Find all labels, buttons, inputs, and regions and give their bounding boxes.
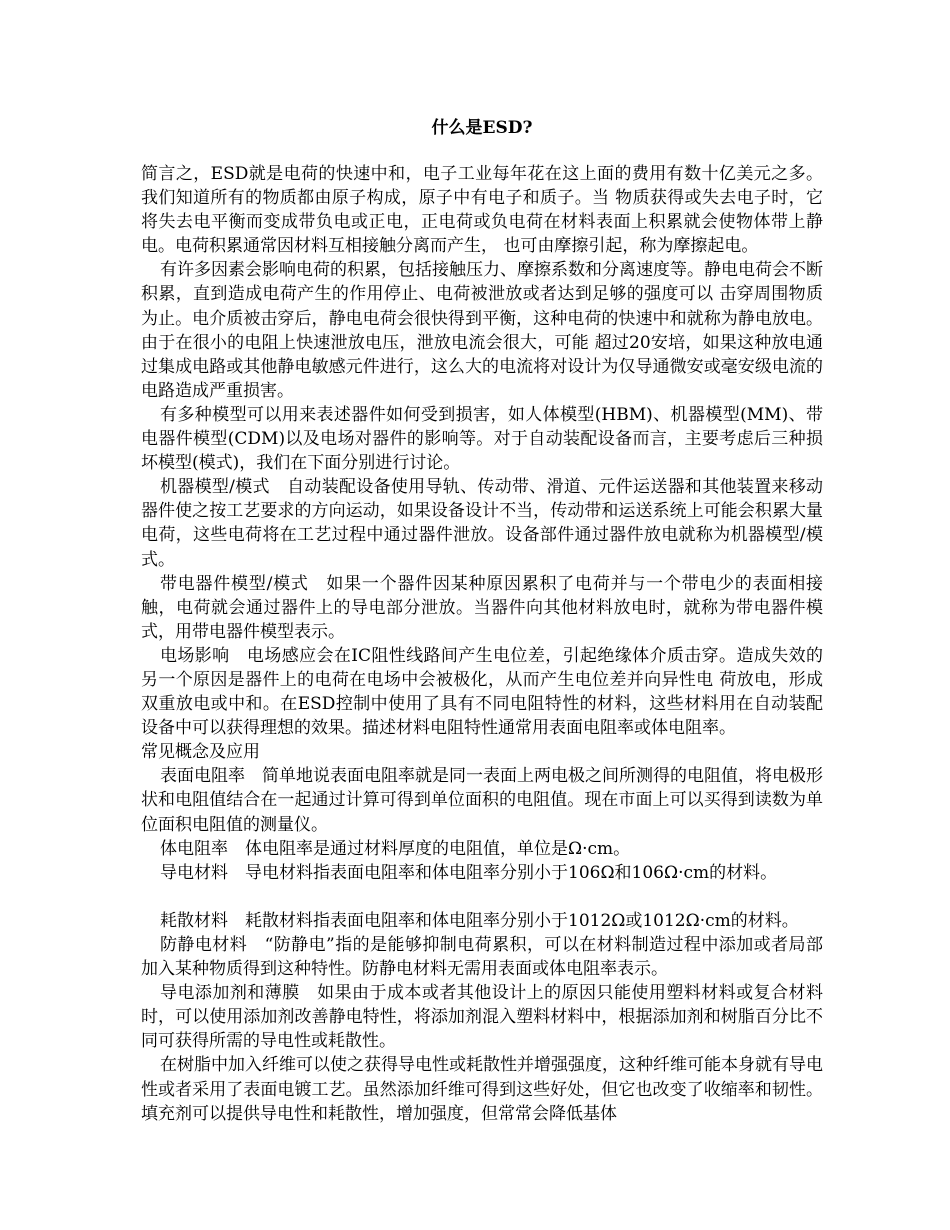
paragraph-additives-films: 导电添加剂和薄膜 如果由于成本或者其他设计上的原因只能使用塑料材料或复合材料时，可以使用添加剂改善静电特性，将添加剂混入塑料材料中，根据添加剂和树脂百分比不同可获得所需的导电性或耗散性。 [141,983,823,1052]
paragraph-charge-accumulation: 有许多因素会影响电荷的积累，包括接触压力、摩擦系数和分离速度等。静电电荷会不断积累，直到造成电荷产生的作用停止、电荷被泄放或者达到足够的强度可以 击穿周围物质为止。电介质被击穿后，静电电荷会很快得到平衡，这种电荷的快速中和就称为静电放电。由于在很小的电阻上快速泄放电压，泄放电流会很大，可能 超过20安培，如果这种放电通过集成电路或其他静电敏感元件进行，这么大的电流将对设计为仅导通微安或毫安级电流的电路造成严重损害。 [141,260,823,401]
paragraph-volume-resistivity: 体电阻率 体电阻率是通过材料厚度的电阻值，单位是Ω·cm。 [160,838,631,859]
paragraph-conductive-material: 导电材料 导电材料指表面电阻率和体电阻率分别小于106Ω和106Ω·cm的材料。 [160,862,778,883]
blank-line [141,885,823,909]
paragraph-intro: 简言之，ESD就是电荷的快速中和，电子工业每年花在这上面的费用有数十亿美元之多。我们知道所有的物质都由原子构成，原子中有电子和质子。当 物质获得或失去电子时，它将失去电平衡而变成带负电或正电，正电荷或负电荷在材料表面上积累就会使物体带上静电。电荷积累通常因材料互相接触分离而产生， 也可由摩擦引起，称为摩擦起电。 [141,164,823,257]
paragraph-machine-model: 机器模型/模式 自动装配设备使用导轨、传动带、滑道、元件运送器和其他装置来移动器件使之按工艺要求的方向运动，如果设备设计不当，传动带和运送系统上可能会积累大量电荷，这些电荷将在工艺过程中通过器件泄放。设备部件通过器件放电就称为机器模型/模式。 [141,477,823,570]
paragraph-damage-models: 有多种模型可以用来表述器件如何受到损害，如人体模型(HBM)、机器模型(MM)、带电器件模型(CDM)以及电场对器件的影响等。对于自动装配设备而言，主要考虑后三种损坏模型(模式)，我们在下面分别进行讨论。 [141,404,823,474]
section-heading-concepts: 常见概念及应用 [141,742,260,763]
paragraph-field-effect: 电场影响 电场感应会在IC阻性线路间产生电位差，引起绝缘体介质击穿。造成失效的另一个原因是器件上的电荷在电场中会被极化，从而产生电位差并向异性电 荷放电，形成双重放电或中和。在ESD控制中使用了具有不同电阻特性的材料，这些材料用在自动装配设备中可以获得理想的效果。描述材料电阻特性通常用表面电阻率或体电阻率。 [141,645,823,739]
paragraph-dissipative-material: 耗散材料 耗散材料指表面电阻率和体电阻率分别小于1012Ω或1012Ω·cm的材料。 [160,910,799,931]
paragraph-charged-device-model: 带电器件模型/模式 如果一个器件因某种原因累积了电荷并与一个带电少的表面相接触，电荷就会通过器件上的导电部分泄放。当器件向其他材料放电时，就称为带电器件模式，用带电器件模型表示。 [141,573,823,642]
document-page [141,116,823,1126]
paragraph-fibers-fillers: 在树脂中加入纤维可以使之获得导电性或耗散性并增强强度，这种纤维可能本身就有导电性或者采用了表面电镀工艺。虽然添加纤维可得到这些好处，但它也改变了收缩率和韧性。填充剂可以提供导电性和耗散性，增加强度，但常常会降低基体 [141,1055,823,1124]
document-title: 什么是ESD? [431,118,533,138]
paragraph-antistatic-material: 防静电材料 “防静电”指的是能够抑制电荷累积，可以在材料制造过程中添加或者局部加入某种物质得到这种特性。防静电材料无需用表面或体电阻率表示。 [141,935,823,980]
paragraph-surface-resistivity: 表面电阻率 简单地说表面电阻率就是同一表面上两电极之间所测得的电阻值，将电极形状和电阻值结合在一起通过计算可得到单位面积的电阻值。现在市面上可以买得到读数为单位面积电阻值的测量仪。 [141,766,823,835]
